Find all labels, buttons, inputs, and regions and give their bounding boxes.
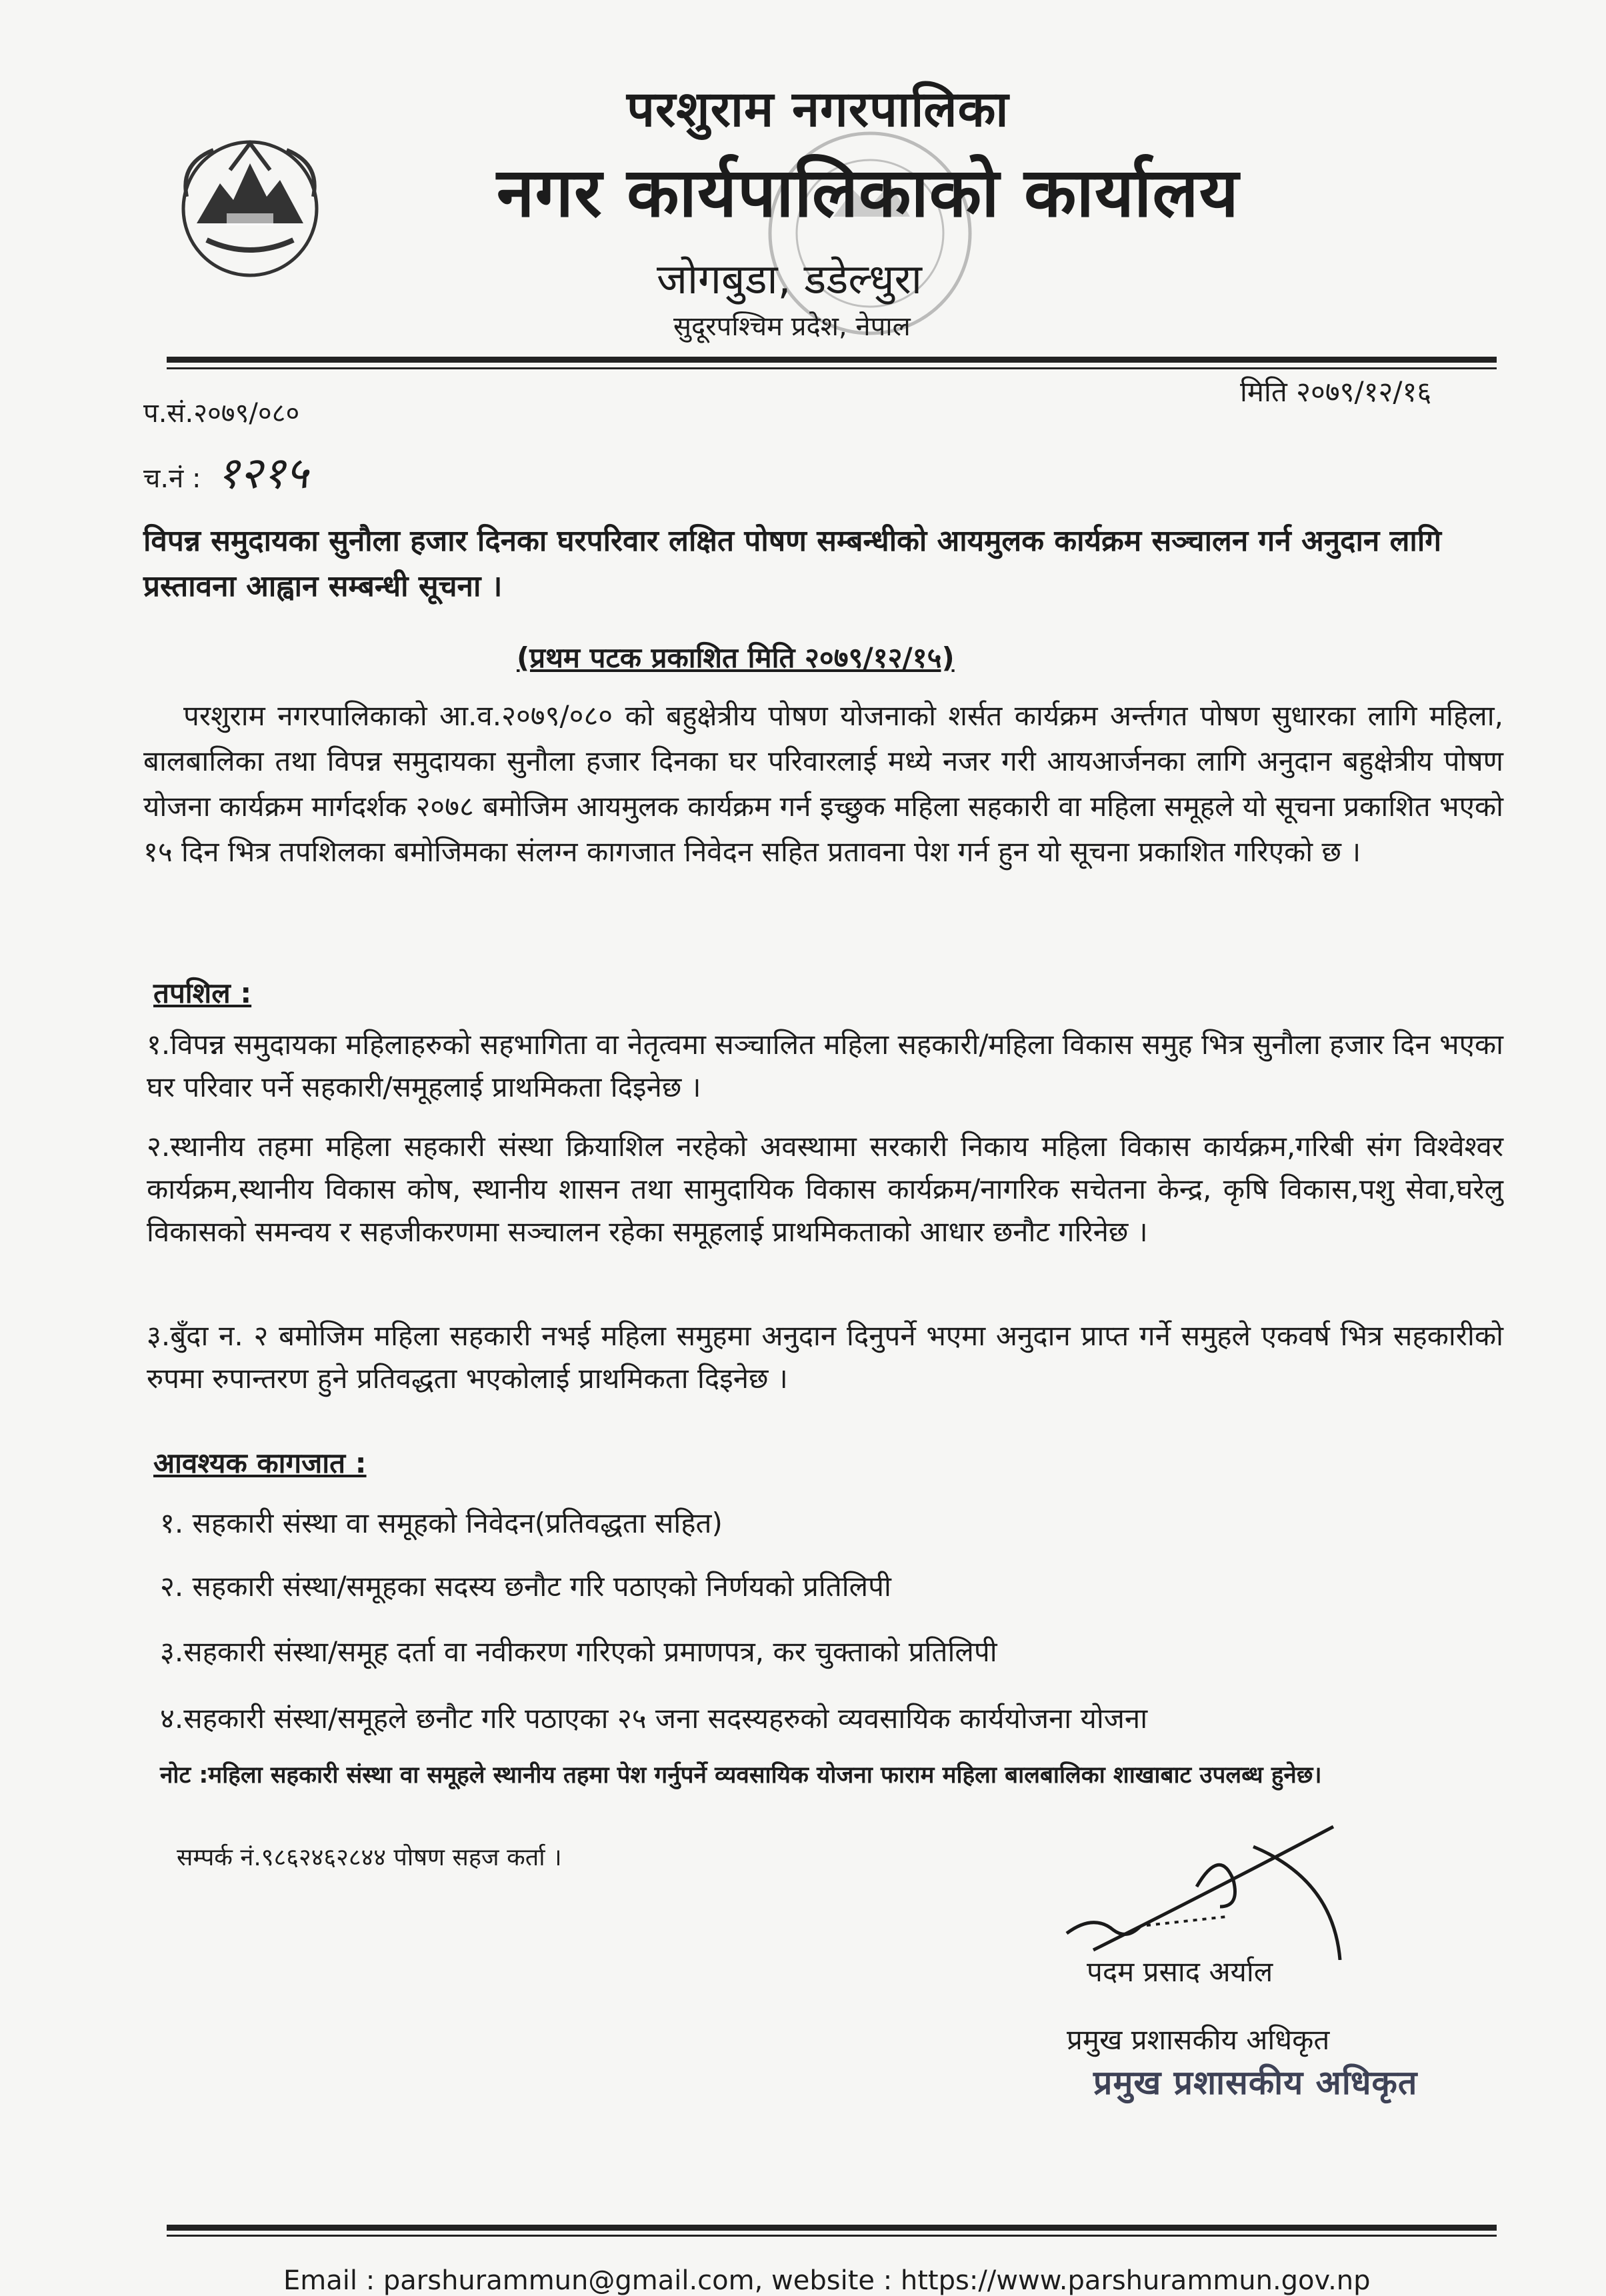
contact-number: सम्पर्क नं.९८६२४६२८४४ पोषण सहज कर्ता । [177, 1844, 562, 1871]
footer-rule-thin [167, 2235, 1497, 2237]
header-rule-thick [167, 357, 1497, 363]
notice-subject: विपन्न समुदायका सुनौला हजार दिनका घरपरिवार लक्षित पोषण सम्बन्धीको आयमुलक कार्यक्रम सञ्चालन गर्न अनुदान लागि प्रस्तावना आह्वान सम्बन्धी सूचना । [143, 524, 1441, 603]
reference-number: प.सं.२०७९/०८० [143, 398, 300, 429]
details-item-1: १.विपन्न समुदायका महिलाहरुको सहभागिता वा नेतृत्वमा सञ्चालित महिला सहकारी/महिला विकास समुह भित्र सुनौला हजार दिन भएका घर परिवार पर्ने सहकारी/समूहलाई प्राथमिकता दिइनेछ । [147, 1028, 1503, 1103]
designation-stamp: प्रमुख प्रशासकीय अधिकृत [1093, 2063, 1418, 2102]
footer-contact: Email : parshurammun@gmail.com, website : https://www.parshurammun.gov.np [283, 2265, 1371, 2296]
chalan-label: च.नं : [143, 463, 201, 494]
document-item-2: २. सहकारी संस्था/समूहका सदस्य छनौट गरि पठाएको निर्णयको प्रतिलिपी [160, 1570, 891, 1603]
signer-name: पदम प्रसाद अर्याल [1087, 1955, 1273, 1988]
document-item-3: ३.सहकारी संस्था/समूह दर्ता वा नवीकरण गरिएको प्रमाणपत्र, कर चुक्ताको प्रतिलिपी [160, 1635, 997, 1668]
body-paragraph: परशुराम नगरपालिकाको आ.व.२०७९/०८० को बहुक्षेत्रीय पोषण योजनाको शर्सत कार्यक्रम अर्न्तगत पोषण सुधारका लागि महिला, बालबालिका तथा विपन्न समुदायका सुनौला हजार दिनका घर परिवारलाई मध्ये नजर गरी आयआर्जनका लागि अनुदान बहुक्षेत्रीय पोषण योजना कार्यक्रम मार्गदर्शक २०७८ बमोजिम आयमुलक कार्यक्रम गर्न इच्छुक महिला सहकारी वा महिला समूहले यो सूचना प्रकाशित भएको १५ दिन भित्र तपशिलका बमोजिमका संलग्न कागजात निवेदन सहित प्रतावना पेश गर्न हुन यो सूचना प्रकाशित गरिएको छ । [143, 699, 1503, 868]
documents-heading: आवश्यक कागजात : [153, 1447, 367, 1479]
handwritten-signature [1053, 1807, 1387, 1960]
document-item-4: ४.सहकारी संस्था/समूहले छनौट गरि पठाएका २५ जना सदस्यहरुको व्यवसायिक कार्ययोजना योजना [160, 1702, 1148, 1735]
address-line-1: जोगबुडा, डडेल्धुरा [657, 255, 922, 303]
document-item-1: १. सहकारी संस्था वा समूहको निवेदन(प्रतिवद्धता सहित) [160, 1507, 723, 1539]
municipality-name: परशुराम नगरपालिका [627, 81, 1009, 138]
first-published-date: (प्रथम पटक प्रकाशित मिति २०७९/१२/१५) [517, 641, 955, 674]
details-item-2: २.स्थानीय तहमा महिला सहकारी संस्था क्रियाशिल नरहेको अवस्थामा सरकारी निकाय महिला विकास कार्यक्रम,गरिबी संग विश्वेश्वर कार्यक्रम,स्थानीय विकास कोष, स्थानीय शासन तथा सामुदायिक विकास कार्यक्रम/नागरिक सचेतना केन्द्र, कृषि विकास,पशु सेवा,घरेलु विकासको समन्वय र सहजीकरणमा सञ्चालन रहेका समूहलाई प्राथमिकताको आधार छनौट गरिनेछ । [147, 1130, 1503, 1248]
details-item-3: ३.बुँदा न. २ बमोजिम महिला सहकारी नभई महिला समुहमा अनुदान दिनुपर्ने भएमा अनुदान प्राप्त गर्ने समुहले एकवर्ष भित्र सहकारीको रुपमा रुपान्तरण हुने प्रतिवद्धता भएकोलाई प्राथमिकता दिइनेछ । [147, 1319, 1503, 1395]
issue-date: मिति २०७९/१२/१६ [1240, 375, 1432, 408]
office-name: नगर कार्यपालिकाको कार्यालय [497, 153, 1239, 233]
nepal-emblem-logo [167, 123, 333, 290]
footer-rule-thick [167, 2225, 1497, 2231]
signer-designation: प्रमुख प्रशासकीय अधिकृत [1067, 2023, 1330, 2056]
chalan-number-handwritten: १२१५ [217, 447, 309, 499]
address-line-2: सुदूरपश्चिम प्रदेश, नेपाल [673, 311, 911, 342]
note: नोट :महिला सहकारी संस्था वा समूहले स्थानीय तहमा पेश गर्नुपर्ने व्यवसायिक योजना फाराम महिला बालबालिका शाखाबाट उपलब्ध हुनेछ। [160, 1762, 1322, 1789]
header-rule-thin [167, 367, 1497, 369]
details-heading: तपशिल : [153, 977, 252, 1009]
